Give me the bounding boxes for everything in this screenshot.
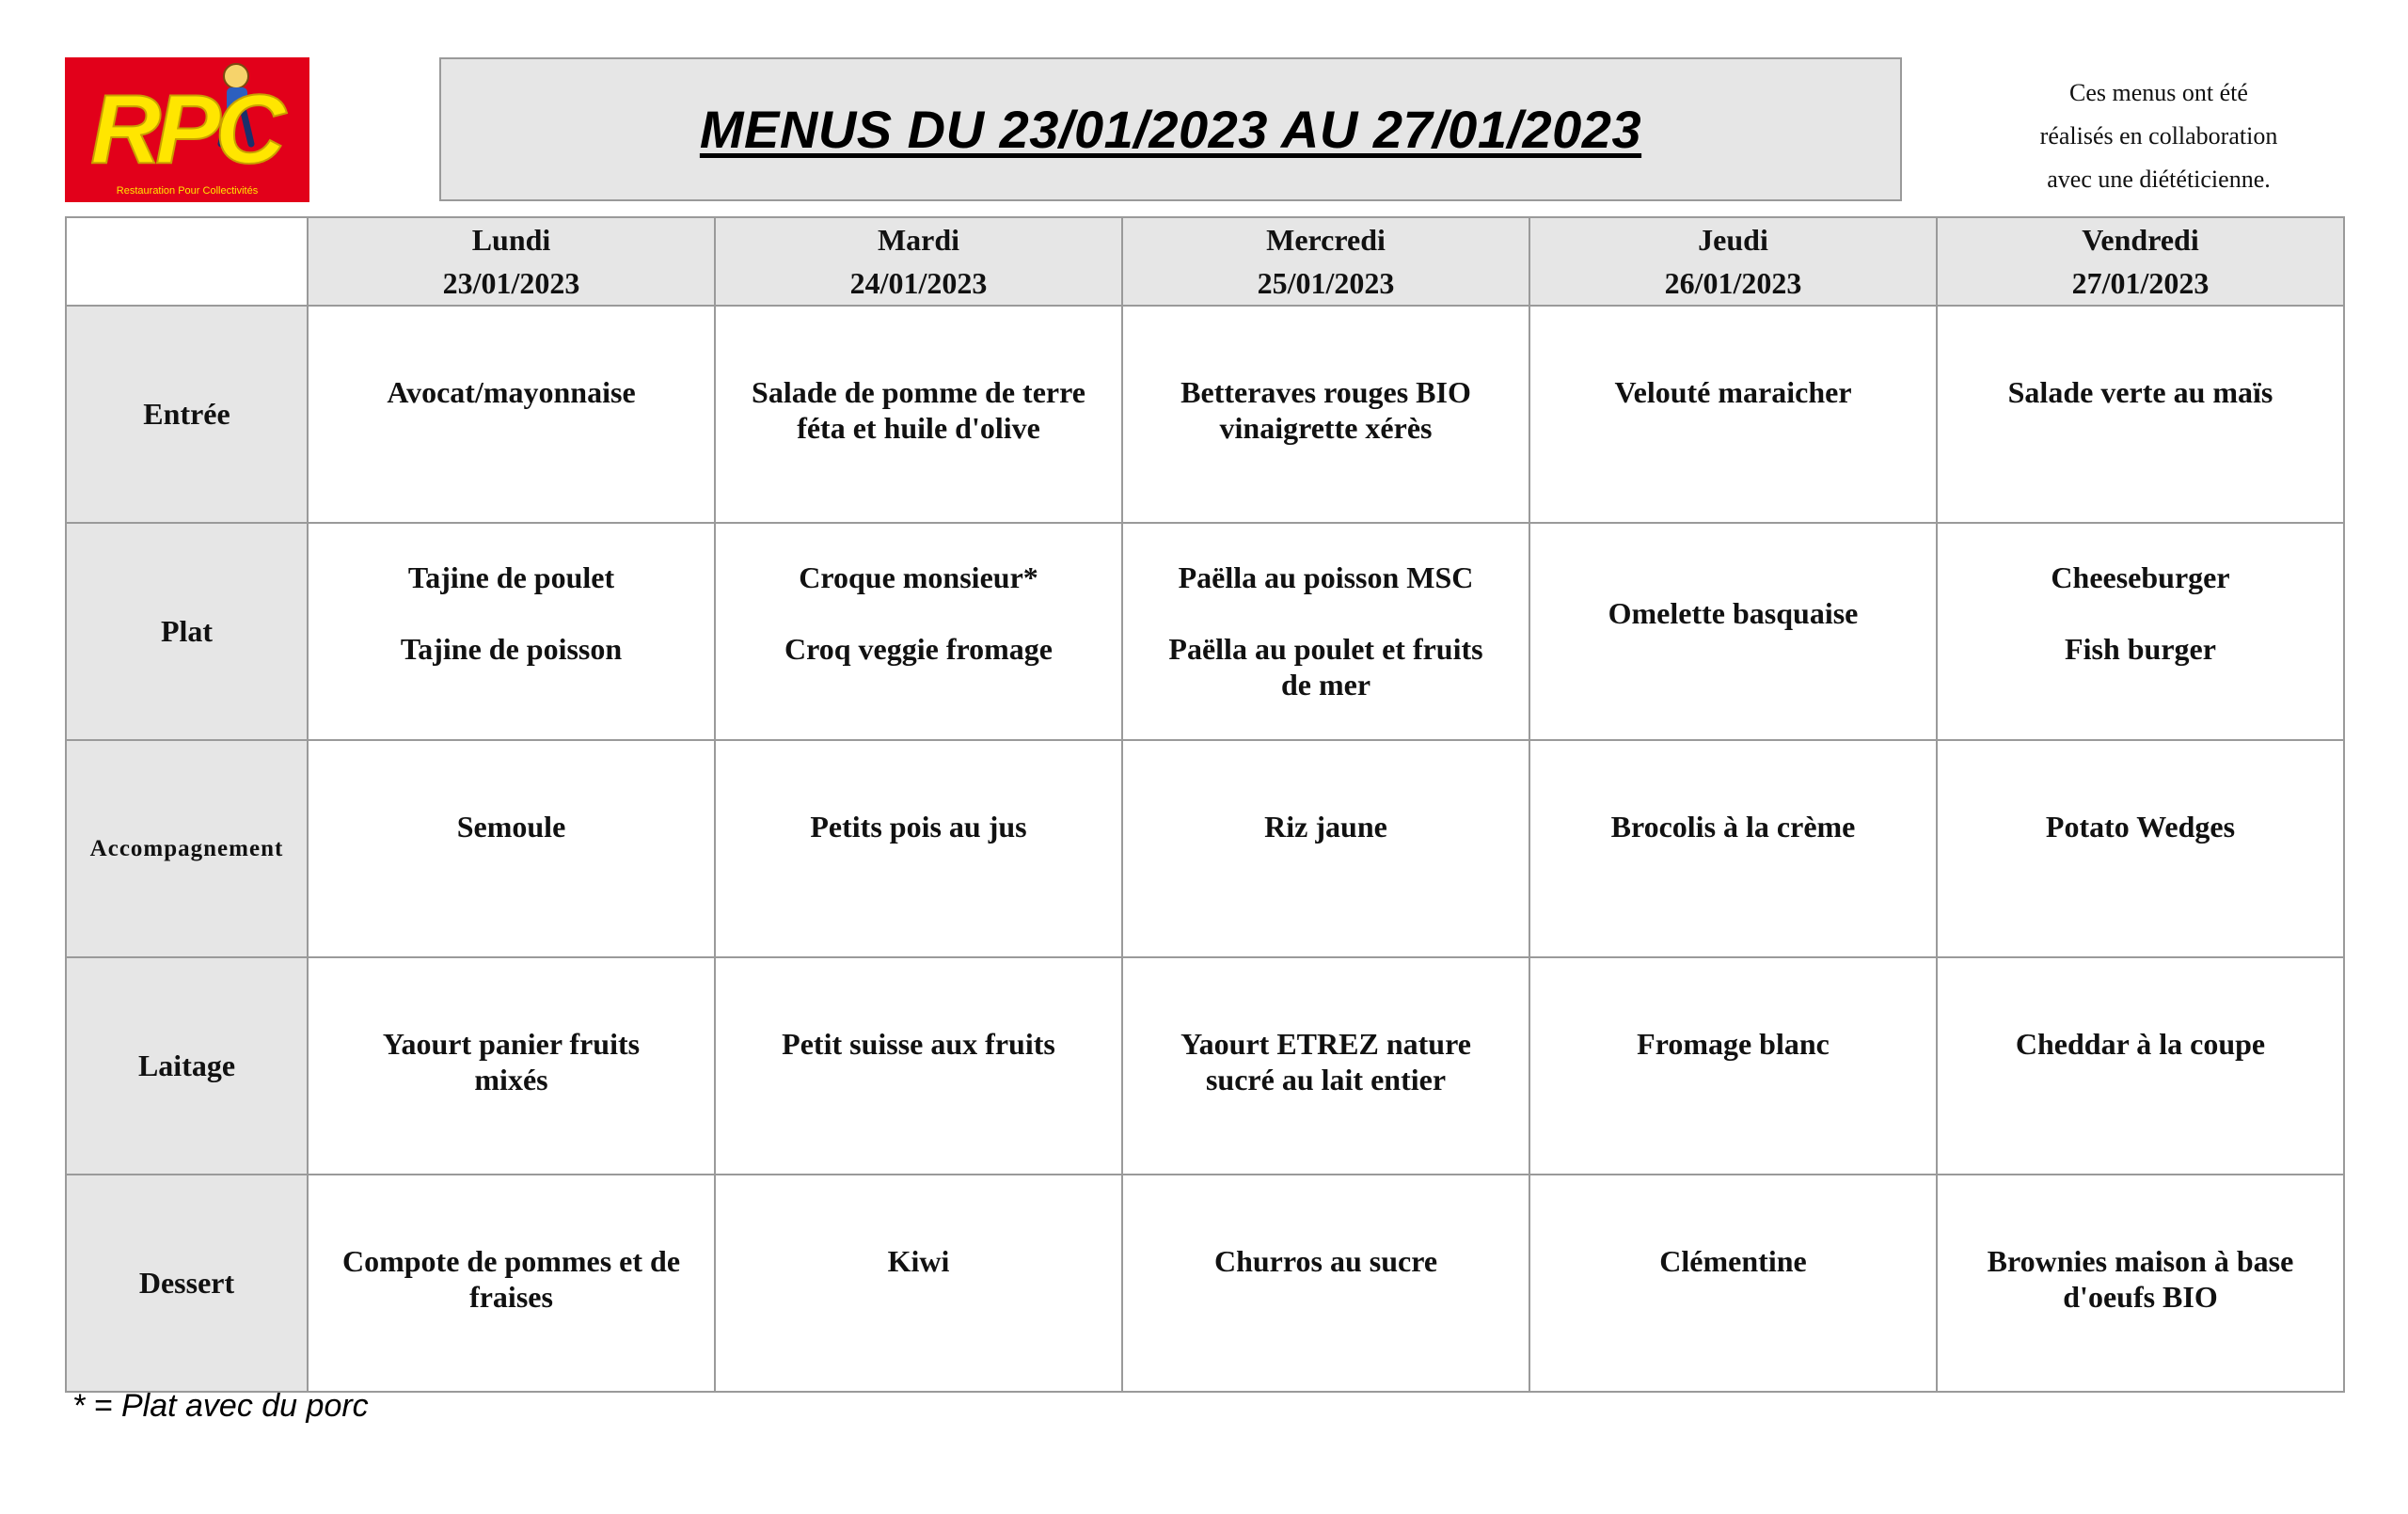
dish-line: Croque monsieur* bbox=[799, 560, 1038, 594]
row-label-entree: Entrée bbox=[66, 306, 308, 523]
page-title: MENUS DU 23/01/2023 AU 27/01/2023 bbox=[699, 100, 1642, 159]
menu-table bbox=[65, 216, 2345, 1393]
dish-line: Salade de pomme de terre bbox=[752, 375, 1085, 409]
dish-line: Fromage blanc bbox=[1637, 1027, 1830, 1061]
dish-line: Paëlla au poisson MSC bbox=[1178, 560, 1474, 594]
alt-dish-line: de mer bbox=[1280, 668, 1371, 702]
row-label-plat: Plat bbox=[66, 523, 308, 740]
menu-cell bbox=[308, 306, 715, 523]
day-header-mercredi bbox=[1122, 217, 1529, 306]
alt-dish-line: Tajine de poisson bbox=[400, 632, 623, 666]
dish-line: Potato Wedges bbox=[2045, 810, 2236, 844]
menu-cell bbox=[715, 523, 1122, 740]
day-name: Lundi bbox=[471, 223, 551, 257]
row-accompagnement bbox=[66, 740, 2344, 957]
menu-cell bbox=[1122, 957, 1529, 1175]
dish-line: Kiwi bbox=[887, 1244, 950, 1278]
menu-cell bbox=[715, 957, 1122, 1175]
dish-line: Yaourt ETREZ nature bbox=[1180, 1027, 1471, 1061]
dish-line: Velouté maraicher bbox=[1614, 375, 1852, 409]
menu-cell bbox=[308, 523, 715, 740]
menu-cell bbox=[1529, 957, 1937, 1175]
day-date: 25/01/2023 bbox=[1257, 266, 1395, 300]
menu-cell bbox=[1937, 1175, 2344, 1392]
day-date: 23/01/2023 bbox=[442, 266, 580, 300]
day-name: Vendredi bbox=[2082, 223, 2199, 257]
alt-dish-line: Fish burger bbox=[2065, 632, 2216, 666]
day-header-mardi bbox=[715, 217, 1122, 306]
day-name: Mardi bbox=[877, 223, 960, 257]
dish-line: fraises bbox=[469, 1280, 553, 1314]
dietician-note bbox=[1947, 71, 2370, 201]
dish-line: mixés bbox=[474, 1063, 548, 1096]
menu-cell bbox=[308, 1175, 715, 1392]
menu-cell bbox=[715, 740, 1122, 957]
note-line: Ces menus ont été bbox=[2069, 79, 2248, 106]
dish-line: Cheeseburger bbox=[2051, 560, 2230, 594]
row-label-dessert: Dessert bbox=[66, 1175, 308, 1392]
day-date: 27/01/2023 bbox=[2071, 266, 2210, 300]
row-label-laitage: Laitage bbox=[66, 957, 308, 1175]
note-line: réalisés en collaboration bbox=[2039, 122, 2278, 150]
day-header-vendredi bbox=[1937, 217, 2344, 306]
menu-cell bbox=[1937, 306, 2344, 523]
day-header-lundi bbox=[308, 217, 715, 306]
rpc-logo bbox=[65, 57, 309, 202]
menu-cell bbox=[1937, 957, 2344, 1175]
header-row bbox=[66, 217, 2344, 306]
dish-line: Clémentine bbox=[1659, 1244, 1807, 1278]
row-laitage bbox=[66, 957, 2344, 1175]
menu-cell bbox=[308, 740, 715, 957]
dish-line: Cheddar à la coupe bbox=[2015, 1027, 2266, 1061]
row-dessert bbox=[66, 1175, 2344, 1392]
menu-cell bbox=[1122, 523, 1529, 740]
note-line: avec une diététicienne. bbox=[2047, 166, 2271, 193]
logo-text: RPC bbox=[90, 75, 280, 184]
dish-line: Compote de pommes et de bbox=[341, 1244, 681, 1278]
dish-line: Petits pois au jus bbox=[810, 810, 1027, 844]
menu-cell bbox=[1937, 740, 2344, 957]
menu-cell bbox=[1122, 740, 1529, 957]
logo-subtitle: Restauration Pour Collectivités bbox=[116, 185, 259, 197]
dish-line: Yaourt panier fruits bbox=[382, 1027, 641, 1061]
dish-line: Omelette basquaise bbox=[1608, 596, 1859, 630]
menu-cell bbox=[1529, 740, 1937, 957]
dish-line: Brownies maison à base bbox=[1987, 1244, 2294, 1278]
day-header-jeudi bbox=[1529, 217, 1937, 306]
dish-line: Betteraves rouges BIO bbox=[1180, 375, 1471, 409]
menu-cell bbox=[1529, 1175, 1937, 1392]
dish-line: Petit suisse aux fruits bbox=[782, 1027, 1055, 1061]
menu-cell bbox=[715, 1175, 1122, 1392]
alt-dish-line: Croq veggie fromage bbox=[784, 632, 1053, 666]
menu-cell bbox=[1122, 306, 1529, 523]
dish-line: d'oeufs BIO bbox=[2063, 1280, 2218, 1314]
row-entree bbox=[66, 306, 2344, 523]
dish-line: féta et huile d'olive bbox=[797, 411, 1040, 445]
dish-line: sucré au lait entier bbox=[1205, 1063, 1447, 1096]
row-plat bbox=[66, 523, 2344, 740]
dish-line: vinaigrette xérès bbox=[1219, 411, 1433, 445]
day-date: 24/01/2023 bbox=[849, 266, 988, 300]
day-name: Jeudi bbox=[1698, 223, 1768, 257]
dish-line: Churros au sucre bbox=[1213, 1244, 1438, 1278]
dish-line: Semoule bbox=[456, 810, 566, 844]
dish-line: Avocat/mayonnaise bbox=[387, 375, 636, 409]
dish-line: Tajine de poulet bbox=[407, 560, 615, 594]
menu-cell bbox=[1122, 1175, 1529, 1392]
menu-cell bbox=[308, 957, 715, 1175]
menu-cell bbox=[1529, 523, 1937, 740]
corner-cell bbox=[66, 217, 308, 306]
row-label-accompagnement: Accompagnement bbox=[66, 740, 308, 957]
title-banner bbox=[439, 57, 1902, 201]
dish-line: Salade verte au maïs bbox=[2007, 375, 2273, 409]
menu-cell bbox=[1937, 523, 2344, 740]
alt-dish-line: Paëlla au poulet et fruits bbox=[1168, 632, 1483, 666]
dish-line: Brocolis à la crème bbox=[1610, 810, 1856, 844]
day-date: 26/01/2023 bbox=[1664, 266, 1802, 300]
day-name: Mercredi bbox=[1266, 223, 1386, 257]
menu-cell bbox=[715, 306, 1122, 523]
menu-cell bbox=[1529, 306, 1937, 523]
dish-line: Riz jaune bbox=[1264, 810, 1387, 844]
pork-footnote: * = Plat avec du porc bbox=[72, 1388, 369, 1424]
